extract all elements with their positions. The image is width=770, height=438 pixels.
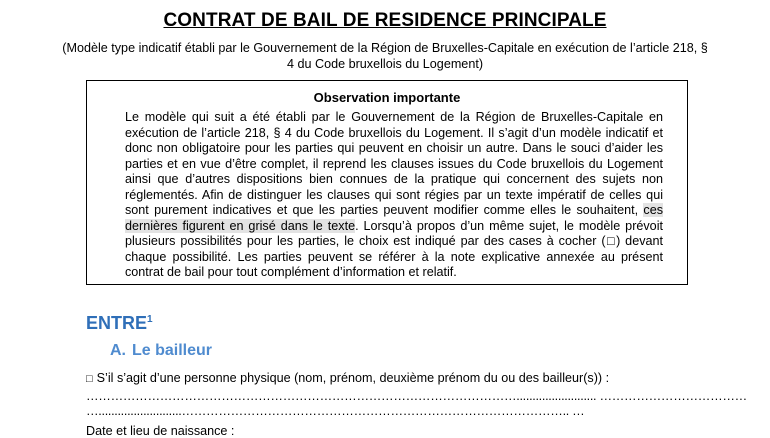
- checkbox-icon[interactable]: □: [86, 373, 93, 385]
- subsection-letter: A.: [110, 342, 126, 359]
- observation-text-start: Le modèle qui suit a été établi par le Gouvernement de la Région de Bruxelles-Capitale en exécution de l’article 218, § 4 du Code bruxellois du Logement. Il s’agit d’un modèle indicatif et donc non obligatoire pour les parties qui peuvent en choisir un autre. Dans le souci d’aider les parties et en vue d’être complet, il reprend les clauses issues du Code bruxellois du Logement ainsi que d’autres dispositions bien connues de la pratique qui concernent des sujets non réglementés. Afin de distinguer les clauses qui sont régies par un texte impératif de celles qui sont purement indicatives et que les parties peuvent modifier comme elles le souhaitent,: [125, 110, 663, 217]
- subsection-title: Le bailleur: [132, 342, 213, 359]
- highlighted-text: ces dernières figurent en grisé dans le texte: [125, 203, 663, 233]
- document-title: CONTRAT DE BAIL DE RESIDENCE PRINCIPALE: [163, 10, 607, 31]
- fill-in-line[interactable]: ……………………………………………………………………………………………......................... ………………………………: [86, 389, 747, 403]
- observation-text-end: . Lorsqu’à propos d’un même sujet, le modèle prévoit plusieurs possibilités pour les parties, le choix est indiqué par des cases à cocher (□) devant chaque possibilité. Les parties peuvent se référer à la note explicative annexée au présent contrat de bail pour tout complément d’information et relatif.: [125, 218, 663, 279]
- birth-date-place-label: Date et lieu de naissance :: [86, 424, 235, 438]
- physical-person-label: S’il s’agit d’une personne physique (nom, prénom, deuxième prénom du ou des bailleur(s)) :: [96, 371, 610, 385]
- footnote-marker: 1: [147, 314, 153, 325]
- fill-in-line[interactable]: …..........................………………………………………………………………………………….. …: [86, 404, 585, 418]
- section-heading-entre: [86, 313, 153, 334]
- physical-person-field: [86, 371, 609, 385]
- document-subtitle: (Modèle type indicatif établi par le Gouvernement de la Région de Bruxelles-Capitale en exécution de l’article 218, § 4 du Code bruxellois du Logement): [62, 41, 708, 71]
- observation-box: [86, 80, 688, 285]
- subsection-heading-bailleur: [110, 342, 212, 360]
- observation-text: [125, 110, 663, 281]
- section-heading-text: ENTRE: [86, 313, 148, 333]
- observation-heading: Observation importante: [313, 90, 461, 105]
